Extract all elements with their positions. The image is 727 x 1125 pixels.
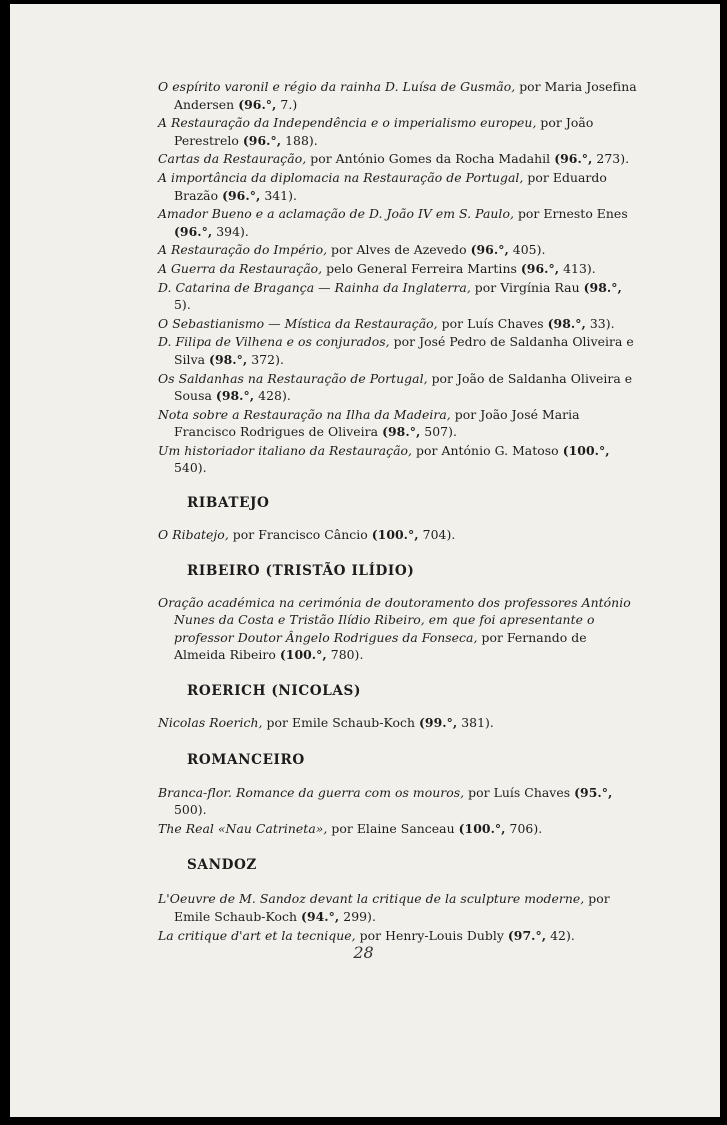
bibliography-entry: Nicolas Roerich, por Emile Schaub-Koch (99.°, 381). — [158, 715, 494, 731]
section-heading-ribeiro: RIBEIRO (TRISTÃO ILÍDIO) — [187, 562, 415, 579]
bibliography-content — [158, 78, 642, 945]
bibliography-entry: D. Filipa de Vilhena e os conjurados, por José Pedro de Saldanha Oliveira e Silva (98.°, 372). — [158, 334, 634, 367]
bibliography-entry: A Guerra da Restauração, pelo General Ferreira Martins (96.°, 413). — [158, 260, 596, 276]
bibliography-entry: Amador Bueno e a aclamação de D. João IV em S. Paulo, por Ernesto Enes (96.°, 394). — [158, 206, 628, 239]
bibliography-entry: A Restauração do Império, por Alves de Azevedo (96.°, 405). — [158, 242, 546, 258]
bibliography-entry: D. Catarina de Bragança — Rainha da Inglaterra, por Virgínia Rau (98.°, 5). — [158, 279, 622, 313]
bibliography-entry: La critique d'art et la tecnique, por Henry-Louis Dubly (97.°, 42). — [158, 927, 575, 943]
bibliography-entry: Branca-flor. Romance da guerra com os mouros, por Luís Chaves (95.°, 500). — [158, 784, 613, 818]
bibliography-entry: Cartas da Restauração, por António Gomes da Rocha Madahil (96.°, 273). — [158, 151, 630, 167]
bibliography-entry: L'Oeuvre de M. Sandoz devant la critique de la sculpture moderne, por Emile Schaub-Koch (94.°, 299). — [158, 891, 610, 924]
section-heading-roerich: ROERICH (NICOLAS) — [187, 683, 361, 700]
bibliography-entry: O espírito varonil e régio da rainha D. Luísa de Gusmão, por Maria Josefina Andersen (96.°, 7.) — [158, 79, 637, 112]
bibliography-entry: The Real «Nau Catrineta», por Elaine Sanceau (100.°, 706). — [158, 820, 543, 836]
bibliography-entry: O Ribatejo, por Francisco Câncio (100.°, 704). — [158, 527, 456, 543]
section-heading-romanceiro: ROMANCEIRO — [187, 751, 305, 768]
section-heading-ribatejo: RIBATEJO — [187, 495, 270, 512]
bibliography-entry: Os Saldanhas na Restauração de Portugal, por João de Saldanha Oliveira e Sousa (98.°, 428). — [158, 370, 633, 404]
page-number: 28 — [353, 943, 374, 962]
bibliography-entry: A importância da diplomacia na Restauração de Portugal, por Eduardo Brazão (96.°, 341). — [158, 169, 607, 203]
bibliography-entry: O Sebastianismo — Mística da Restauração, por Luís Chaves (98.°, 33). — [158, 315, 615, 331]
bibliography-entry: Oração académica na cerimónia de doutoramento dos professores António Nunes da Costa e Tristão Ilídio Ribeiro, em que foi apresentante o professor Doutor Ângelo Rodrigues da Fonseca, por Fernando de Almeida Ribeiro (100.°, 780). — [158, 594, 631, 663]
bibliography-entry: Um historiador italiano da Restauração, por António G. Matoso (100.°, 540). — [158, 442, 610, 476]
bibliography-entry: A Restauração da Independência e o imperialismo europeu, por João Perestrelo (96.°, 188). — [158, 115, 594, 148]
bibliography-entry: Nota sobre a Restauração na Ilha da Madeira, por João José Maria Francisco Rodrigues de Oliveira (98.°, 507). — [158, 406, 580, 440]
section-heading-sandoz: SANDOZ — [187, 857, 257, 874]
